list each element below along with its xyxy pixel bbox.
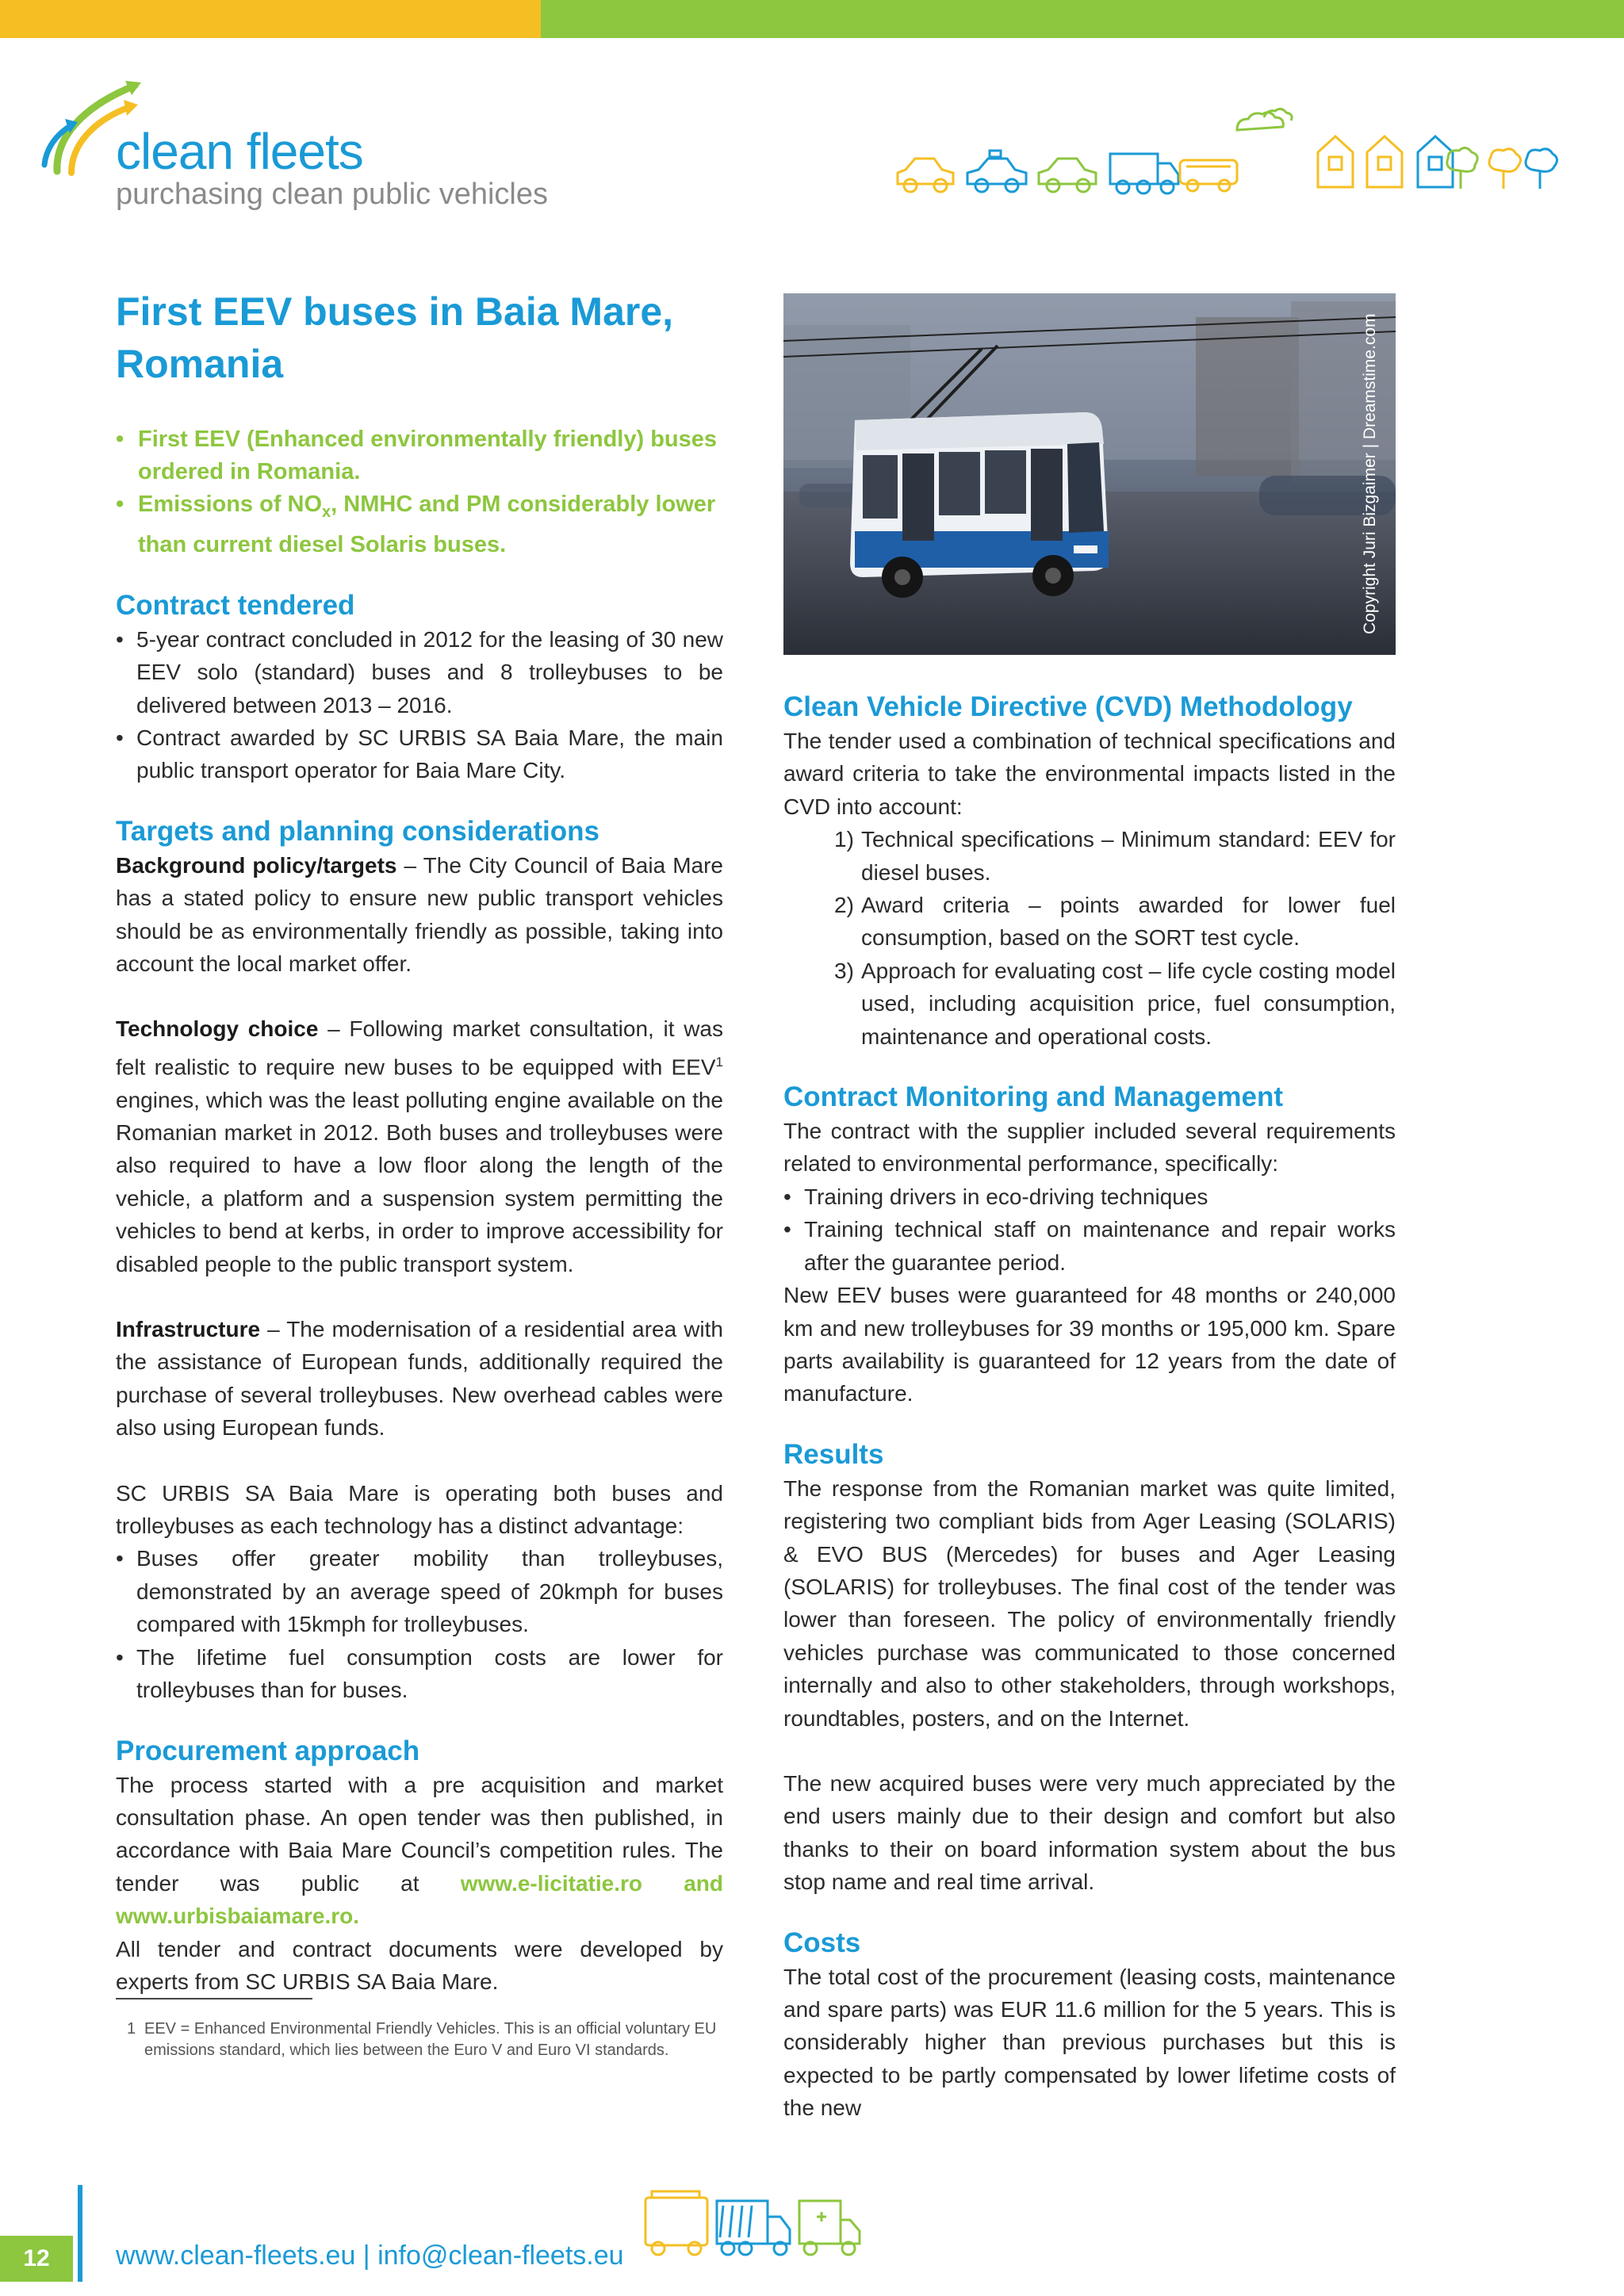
car-icon: [898, 159, 953, 192]
footnote-divider: [116, 1998, 312, 1999]
section-heading-results: Results: [783, 1438, 884, 1470]
brand-name: clean fleets: [116, 123, 363, 180]
vehicle-house-icons: [888, 101, 1570, 212]
footer-vehicle-icons: [641, 2182, 863, 2269]
highlight-item: [116, 488, 723, 561]
list-item: • Training technical staff on maintenance and repair works after the guarantee period.: [783, 1213, 1396, 1279]
footnote-ref: 1: [715, 1054, 723, 1070]
highlight-text: Emissions of NO: [138, 492, 323, 517]
list-item: • The lifetime fuel consumption costs are lower for trolleybuses than for buses.: [116, 1641, 723, 1707]
page-number: 12: [0, 2236, 73, 2282]
list-item: [783, 889, 1396, 955]
cvd-list: [783, 823, 1396, 1053]
list-item: • Buses offer greater mobility than trolleybuses, demonstrated by an average speed of 20kmph for buses compared with 15kmph for trolleybuses.: [116, 1542, 723, 1640]
technology-label: Technology choice: [116, 1016, 319, 1042]
list-item: • 5-year contract concluded in 2012 for the leasing of 30 new EEV solo (standard) buses and 8 trolleybuses to be delivered between 2013 – 2016.: [116, 623, 723, 721]
procurement-paragraph: [116, 1769, 723, 1933]
taxi-icon: [967, 151, 1026, 192]
top-bar-yellow: [0, 0, 541, 38]
garbage-truck-icon: [717, 2201, 790, 2255]
page-title: First EEV buses in Baia Mare, Romania: [116, 289, 674, 386]
section-heading-costs: Costs: [783, 1927, 861, 1958]
trolleybus-photo: [783, 293, 1396, 655]
section-heading-monitoring: Contract Monitoring and Management: [783, 1081, 1283, 1113]
top-bar-green: [541, 0, 1624, 38]
tree-icon: [1526, 149, 1557, 189]
results-paragraph-1: The response from the Romanian market was quite limited, registering two compliant bids from Ager Leasing (SOLARIS) & EVO BUS (Mercedes) for buses and Ager Leasing (SOLARIS) for trolleybuses. The final cost of the tender was lower than foreseen. The policy of environmentally friendly vehicles purchase was communicated to those concerned internally and also to other stakeholders, through workshops, roundtables, posters, and on the Internet.: [783, 1475, 1396, 1731]
section-heading-contract-tendered: Contract tendered: [116, 589, 355, 621]
tender-links[interactable]: www.e-licitatie.ro and www.urbisbaiamare.ro.: [116, 1870, 724, 1929]
bus-icon: [645, 2191, 707, 2255]
monitoring-outro: New EEV buses were guaranteed for 48 months or 240,000 km and new trolleybuses for 39 months or 195,000 km. Spare parts availability is guaranteed for 12 years from the date of manufacture.: [783, 1283, 1396, 1406]
section-heading-procurement: Procurement approach: [116, 1735, 420, 1766]
footer-divider: [78, 2185, 82, 2282]
truck-icon: [1110, 154, 1178, 193]
item-text: Award criteria – points awarded for lower fuel consumption, based on the SORT test cycle.: [861, 893, 1396, 951]
background-paragraph: [116, 849, 723, 981]
technology-text: – Following market consultation, it was felt realistic to require new buses to be equipped with EEV: [116, 1016, 723, 1080]
cvd-intro: The tender used a combination of technical specifications and award criteria to take the environmental impacts listed in the CVD into account:: [783, 729, 1396, 819]
list-item: [783, 823, 1396, 889]
list-item: • Contract awarded by SC URBIS SA Baia Mare, the main public transport operator for Baia Mare City.: [116, 721, 723, 787]
procurement-text: The process started with a pre acquisition and market consultation phase. An open tender was then published, in accordance with Baia Mare Council’s competition rules. The tender was public at: [116, 1772, 723, 1896]
highlight-text: , NMHC and PM considerably lower than current diesel Solaris buses.: [138, 492, 716, 557]
bus-icon: [1180, 160, 1237, 191]
top-color-bar: [0, 0, 1624, 38]
item-number: 3): [834, 958, 854, 983]
cloud-icon: [1237, 113, 1283, 130]
results-paragraph-2: The new acquired buses were very much appreciated by the end users mainly due to their design and comfort but also thanks to their on board information system about the bus stop name and real time arrival.: [783, 1770, 1396, 1895]
footnote: [127, 2019, 730, 2061]
tree-icon: [1489, 149, 1521, 189]
list-item: [783, 955, 1396, 1053]
monitoring-list: [783, 1181, 1396, 1279]
subscript-x: x: [322, 503, 331, 521]
section-heading-targets: Targets and planning considerations: [116, 815, 599, 847]
footer-contact-links[interactable]: www.clean-fleets.eu | info@clean-fleets.eu: [116, 2241, 624, 2271]
highlights-list: [116, 423, 723, 561]
right-column: [783, 690, 1396, 2125]
highlight-item: • First EEV (Enhanced environmentally friendly) buses ordered in Romania.: [116, 423, 723, 488]
infrastructure-text: – The modernisation of a residential area with the assistance of European funds, additionally required the purchase of several trolleybuses. New overhead cables were also using European funds.: [116, 1317, 723, 1441]
infrastructure-label: Infrastructure: [116, 1317, 261, 1342]
monitoring-intro: The contract with the supplier included several requirements related to environmental performance, specifically:: [783, 1119, 1396, 1177]
advantages-list: [116, 1542, 723, 1706]
ambulance-icon: [799, 2201, 860, 2255]
list-item: • Training drivers in eco-driving techniques: [783, 1181, 1396, 1213]
clean-fleets-logo: [40, 76, 548, 219]
left-column: [116, 285, 723, 1998]
technology-paragraph: [116, 1012, 723, 1280]
photo-credit: Copyright Juri Bizgaimer | Dreamstime.com: [1361, 313, 1379, 634]
costs-paragraph: The total cost of the procurement (leasing costs, maintenance and spare parts) was EUR 11.6 million for the 5 years. This is considerably higher than previous purchases but this is expected to be partly compensated by lower lifetime costs of the new: [783, 1964, 1396, 2121]
house-icon: [1367, 136, 1402, 187]
background-text: – The City Council of Baia Mare has a stated policy to ensure new public transport vehicles should be as environmentally friendly as possible, taking into account the local market offer.: [116, 852, 723, 977]
item-text: Technical specifications – Minimum standard: EEV for diesel buses.: [861, 827, 1396, 885]
contract-tendered-list: [116, 623, 723, 787]
footnote-number: 1: [127, 2020, 136, 2038]
technology-text: engines, which was the least polluting engine available on the Romanian market in 2012. Both buses and trolleybuses were also required to have a low floor along the length of the vehicle, a platform and a suspension system permitting the vehicles to bend at kerbs, in order to improve accessibility for disabled people to the public transport system.: [116, 1087, 723, 1276]
section-heading-cvd: Clean Vehicle Directive (CVD) Methodology: [783, 691, 1353, 722]
procurement-paragraph-2: All tender and contract documents were developed by experts from SC URBIS SA Baia Mare.: [116, 1936, 723, 1994]
footnote-text: EEV = Enhanced Environmental Friendly Vehicles. This is an official voluntary EU emissions standard, which lies between the Euro V and Euro VI standards.: [144, 2020, 717, 2059]
operator-paragraph: SC URBIS SA Baia Mare is operating both buses and trolleybuses as each technology has a distinct advantage:: [116, 1480, 723, 1539]
item-number: 2): [834, 893, 854, 918]
house-icon: [1318, 136, 1353, 187]
item-number: 1): [834, 827, 854, 852]
car-icon: [1039, 159, 1096, 192]
background-label: Background policy/targets: [116, 852, 397, 878]
item-text: Approach for evaluating cost – life cycle costing model used, including acquisition price, fuel consumption, maintenance and operational costs.: [861, 958, 1396, 1049]
brand-tagline: purchasing clean public vehicles: [116, 178, 548, 211]
infrastructure-paragraph: [116, 1313, 723, 1445]
